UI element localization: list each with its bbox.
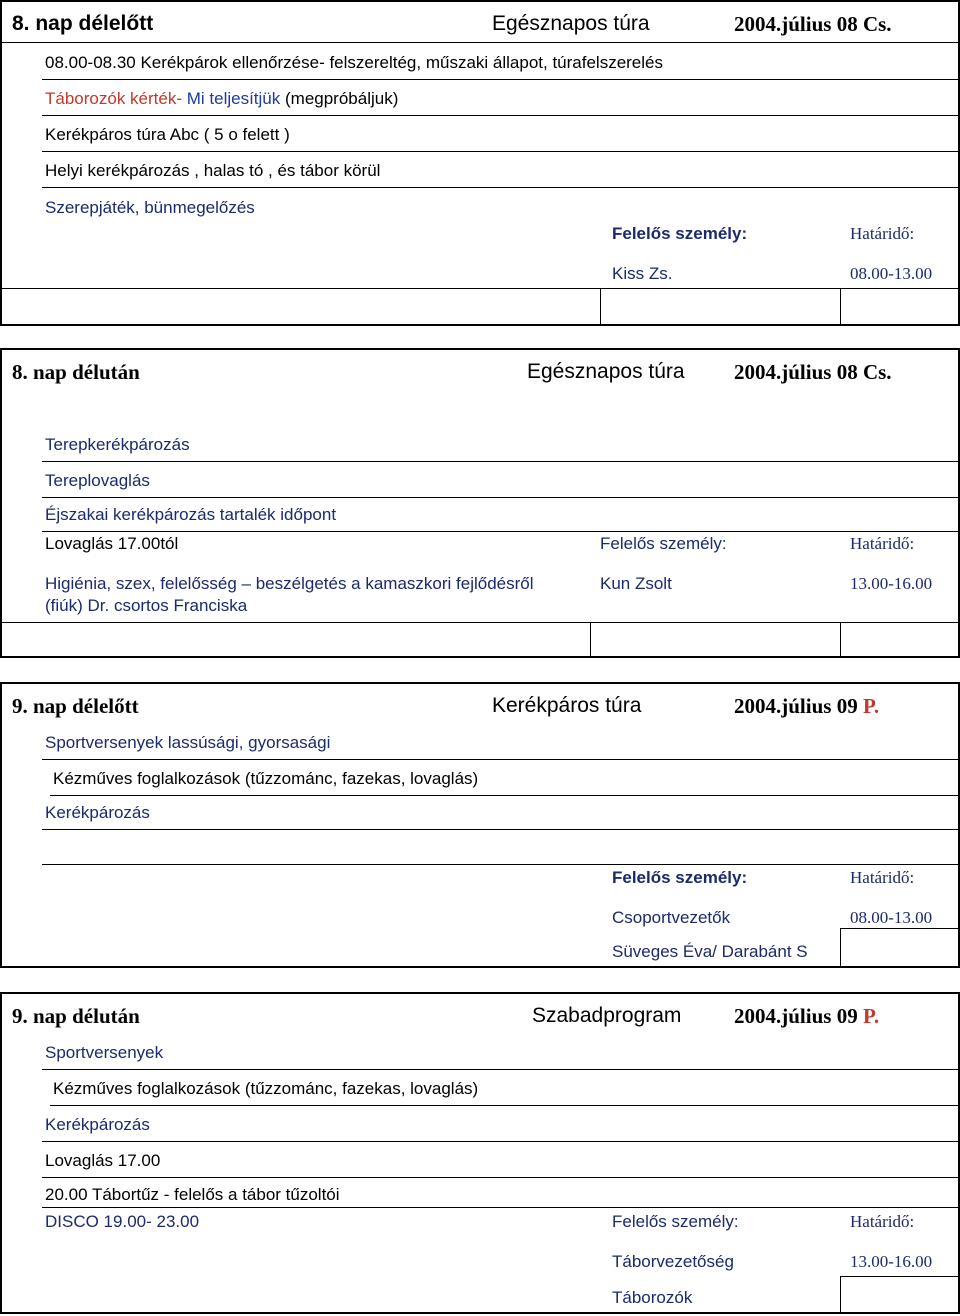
list-item bbox=[42, 80, 958, 116]
date-text: 2004.július 08 bbox=[734, 12, 858, 36]
list-item bbox=[42, 1142, 958, 1178]
weekday: P. bbox=[862, 1004, 880, 1028]
responsible-label: Felelős személy: bbox=[612, 868, 748, 887]
schedule-block-day9-morning bbox=[0, 682, 960, 968]
line-text: Kerékpározás bbox=[45, 803, 150, 822]
list-item bbox=[42, 1034, 958, 1070]
list-item bbox=[42, 116, 958, 152]
line-text: DISCO 19.00- 23.00 bbox=[45, 1212, 200, 1231]
divider bbox=[840, 1276, 841, 1314]
deadline-label: Határidő: bbox=[850, 1212, 915, 1231]
responsible-person-2: Táborozók bbox=[612, 1288, 693, 1307]
responsible-person-2: Süveges Éva/ Darabánt S bbox=[612, 942, 808, 961]
day-title: 8. nap délelőtt bbox=[12, 12, 154, 35]
list-item bbox=[42, 152, 958, 188]
program-title: Szabadprogram bbox=[532, 1004, 682, 1027]
line-text-red: Táborozók kérték- bbox=[45, 89, 182, 108]
schedule-block-day8-morning bbox=[0, 0, 960, 326]
deadline-value: 08.00-13.00 bbox=[850, 908, 933, 927]
block-header bbox=[2, 994, 958, 1034]
date-text: 2004.július 08 bbox=[734, 360, 858, 384]
weekday: Cs. bbox=[862, 12, 892, 36]
line-text: Sportversenyek lassúsági, gyorsasági bbox=[45, 733, 331, 752]
deadline-label: Határidő: bbox=[850, 868, 915, 887]
line-text: Terepkerékpározás bbox=[45, 435, 190, 454]
responsible-person: Csoportvezetők bbox=[612, 908, 731, 927]
divider bbox=[600, 288, 601, 326]
date bbox=[734, 694, 879, 718]
list-item bbox=[42, 46, 958, 80]
line-text-black: (megpróbáljuk) bbox=[285, 89, 399, 108]
divider bbox=[2, 42, 958, 43]
weekday: P. bbox=[862, 694, 880, 718]
date bbox=[734, 12, 892, 36]
date bbox=[734, 1004, 879, 1028]
date-text: 2004.július 09 bbox=[734, 694, 858, 718]
responsible-label: Felelős személy: bbox=[600, 534, 727, 553]
date-text: 2004.július 09 bbox=[734, 1004, 858, 1028]
list-item bbox=[42, 796, 958, 830]
responsible-label: Felelős személy: bbox=[612, 1212, 739, 1231]
program-title: Egésznapos túra bbox=[492, 12, 650, 35]
responsible-person: Táborvezetőség bbox=[612, 1252, 734, 1271]
divider bbox=[840, 1276, 958, 1277]
day-title: 8. nap délután bbox=[12, 360, 140, 384]
weekday: Cs. bbox=[862, 360, 892, 384]
line-text: Kézműves foglalkozások (tűzzománc, fazekas, lovaglás) bbox=[53, 769, 479, 788]
line-text: 08.00-08.30 Kerékpárok ellenőrzése- felszereltég, műszaki állapot, túrafelszerelés bbox=[45, 53, 663, 72]
divider bbox=[2, 288, 958, 289]
day-title: 9. nap délután bbox=[12, 1004, 140, 1028]
line-text: Lovaglás 17.00tól bbox=[45, 534, 179, 553]
line-text: Kézműves foglalkozások (tűzzománc, fazekas, lovaglás) bbox=[53, 1079, 479, 1098]
line-text: Éjszakai kerékpározás tartalék időpont bbox=[45, 505, 337, 524]
line-text: Szerepjáték, bünmegelőzés bbox=[45, 198, 255, 217]
line-text: Lovaglás 17.00 bbox=[45, 1151, 161, 1170]
list-item bbox=[50, 1070, 958, 1106]
responsible-person: Kiss Zs. bbox=[612, 264, 673, 283]
day-title: 9. nap délelőtt bbox=[12, 694, 139, 718]
line-text: Sportversenyek bbox=[45, 1043, 164, 1062]
divider bbox=[840, 928, 958, 929]
list-item bbox=[42, 462, 958, 498]
list-item bbox=[42, 1178, 958, 1208]
line-text: Kerékpáros túra Abc ( 5 o felett ) bbox=[45, 125, 290, 144]
deadline-value: 13.00-16.00 bbox=[850, 574, 933, 593]
list-item bbox=[42, 724, 958, 760]
deadline-value: 08.00-13.00 bbox=[850, 264, 933, 283]
divider bbox=[2, 622, 958, 623]
divider bbox=[840, 288, 841, 326]
list-item bbox=[42, 498, 958, 532]
divider bbox=[590, 622, 591, 658]
line-text: (fiúk) Dr. csortos Franciska bbox=[45, 596, 248, 615]
responsible-label: Felelős személy: bbox=[612, 224, 748, 243]
line-text bbox=[45, 89, 398, 109]
line-text: Tereplovaglás bbox=[45, 471, 150, 490]
block-header bbox=[2, 684, 958, 724]
divider bbox=[42, 864, 958, 865]
line-text: Kerékpározás bbox=[45, 1115, 150, 1134]
schedule-block-day9-afternoon bbox=[0, 992, 960, 1314]
list-item bbox=[42, 188, 958, 224]
deadline-label: Határidő: bbox=[850, 534, 915, 553]
list-item bbox=[42, 1106, 958, 1142]
line-text: Helyi kerékpározás , halas tó , és tábor körül bbox=[45, 161, 381, 180]
divider bbox=[840, 928, 841, 968]
schedule-block-day8-afternoon bbox=[0, 348, 960, 658]
line-text-blue: Mi teljesítjük bbox=[186, 89, 281, 108]
line-text: Higiénia, szex, felelősség – beszélgetés a kamaszkori fejlődésről bbox=[45, 574, 534, 593]
deadline-value: 13.00-16.00 bbox=[850, 1252, 933, 1271]
line-text: 20.00 Tábortűz - felelős a tábor tűzoltói bbox=[45, 1185, 340, 1204]
program-title: Egésznapos túra bbox=[527, 360, 685, 383]
program-title: Kerékpáros túra bbox=[492, 694, 642, 717]
list-item bbox=[50, 760, 958, 796]
list-item bbox=[42, 426, 958, 462]
block-header bbox=[2, 2, 958, 42]
responsible-person: Kun Zsolt bbox=[600, 574, 672, 593]
deadline-label: Határidő: bbox=[850, 224, 915, 243]
date bbox=[734, 360, 892, 384]
block-header bbox=[2, 350, 958, 390]
divider bbox=[840, 622, 841, 658]
